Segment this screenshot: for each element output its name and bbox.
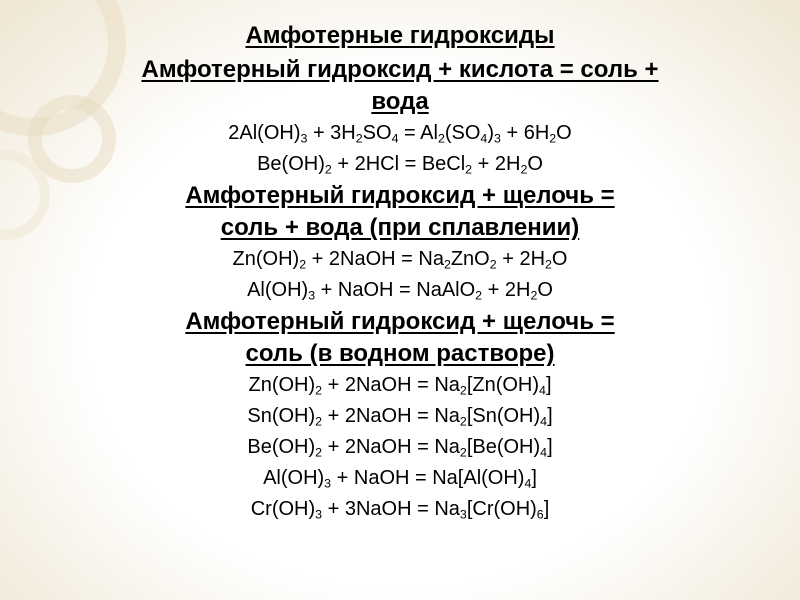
section-heading-line: вода (371, 88, 429, 115)
equation: $2Al(OH)_3 + 3H_2SO_4 = Al_2(SO_4)_3 + 6H_2O$ (228, 122, 572, 146)
equation-group-solution (0, 370, 800, 525)
equation-group-acid (0, 118, 800, 180)
equation: $Cr(OH)_3$ + 3NaOH = $Na_3[Cr(OH)_6]$ (250, 498, 550, 522)
slide-title: Амфотерные гидроксиды (245, 22, 555, 49)
section-heading-acid (0, 54, 800, 118)
equation: $Be(OH)_2 + 2HCl$ = BeCl$_2$ + $2H_2O$ (257, 153, 543, 177)
equation: $Al(OH)_3$ + NaOH = NaAlO$_2$ + $2H_2O$ (247, 279, 553, 303)
section-heading-solution (0, 306, 800, 370)
section-heading-line: Амфотерный гидроксид + щелочь = (185, 308, 615, 335)
section-heading-line: Амфотерный гидроксид + кислота = соль + (141, 56, 659, 83)
section-heading-line: Амфотерный гидроксид + щелочь = (185, 182, 615, 209)
equation-group-fusion (0, 244, 800, 306)
section-heading-line: соль (в водном растворе) (245, 340, 555, 367)
section-heading-fusion (0, 180, 800, 244)
equation: $Zn(OH)_2$ + 2NaOH = $Na_2ZnO_2 + 2H_2O$ (232, 248, 568, 272)
section-heading-line: соль + вода (при сплавлении) (220, 214, 580, 241)
slide-content (0, 20, 800, 525)
equation: $Sn(OH)_2$ + 2NaOH = $Na_2[Sn(OH)_4]$ (247, 405, 553, 429)
equation: $Al(OH)_3$ + NaOH = $Na[Al(OH)_4]$ (263, 467, 537, 491)
equation: $Be(OH)_2$ + 2NaOH = $Na_2[Be(OH)_4]$ (247, 436, 553, 460)
equation: $Zn(OH)_2$ + 2NaOH = $Na_2[Zn(OH)_4]$ (248, 374, 552, 398)
